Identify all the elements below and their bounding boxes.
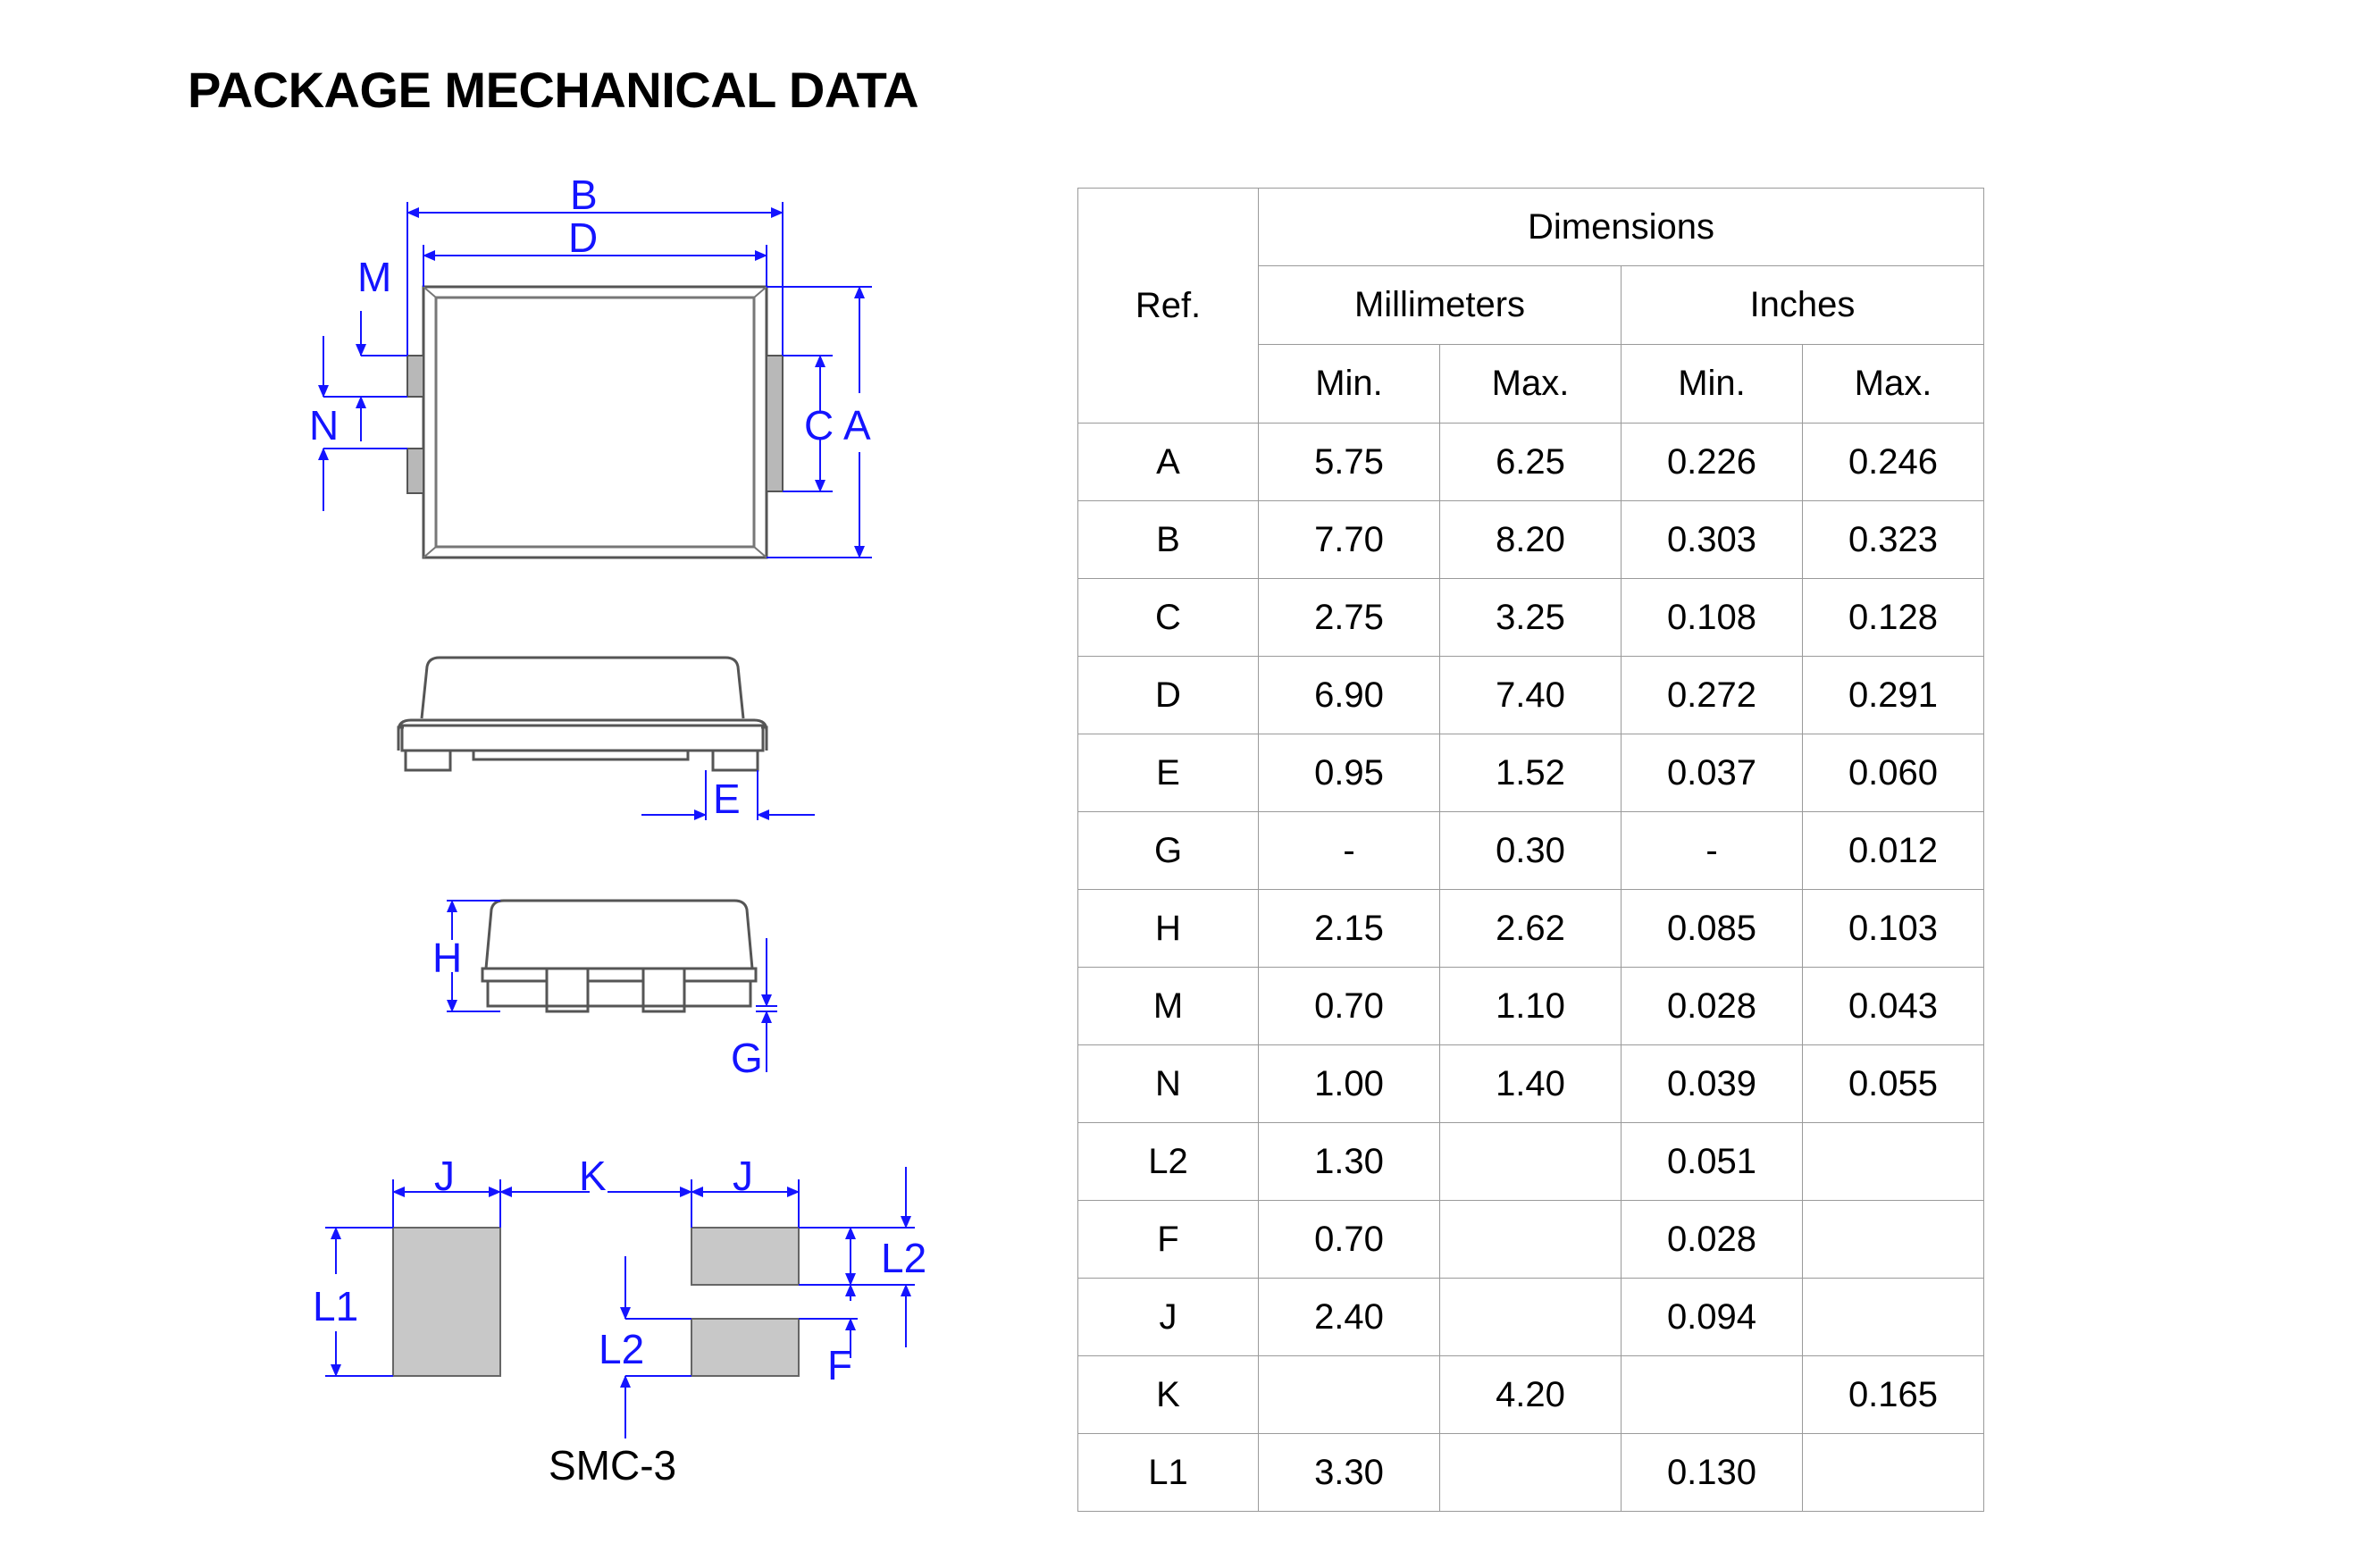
- cell-mm-min: 2.15: [1259, 890, 1440, 968]
- cell-mm-max: 1.10: [1440, 968, 1622, 1045]
- page-title: PACKAGE MECHANICAL DATA: [188, 62, 919, 118]
- table-row: [1078, 812, 1984, 890]
- cell-ref: L1: [1078, 1434, 1259, 1512]
- dim-label-c: C: [804, 402, 834, 449]
- cell-mm-min: 0.70: [1259, 968, 1440, 1045]
- table-row: [1078, 734, 1984, 812]
- cell-ref: E: [1078, 734, 1259, 812]
- cell-mm-max: 3.25: [1440, 579, 1622, 657]
- cell-mm-min: -: [1259, 812, 1440, 890]
- cell-in-max: 0.043: [1803, 968, 1984, 1045]
- table-row: [1078, 968, 1984, 1045]
- cell-in-min: [1622, 1356, 1803, 1434]
- table-row: [1078, 1123, 1984, 1201]
- cell-in-max: 0.012: [1803, 812, 1984, 890]
- body-inner: [436, 298, 754, 547]
- cell-mm-max: 2.62: [1440, 890, 1622, 968]
- cell-in-max: 0.128: [1803, 579, 1984, 657]
- cell-in-min: 0.037: [1622, 734, 1803, 812]
- cell-mm-max: [1440, 1279, 1622, 1356]
- cell-mm-max: 8.20: [1440, 501, 1622, 579]
- dim-label-k: K: [579, 1153, 607, 1199]
- cell-in-min: 0.028: [1622, 968, 1803, 1045]
- dim-label-n: N: [309, 402, 339, 449]
- footprint: [393, 1228, 799, 1376]
- pad-right-top: [691, 1228, 799, 1285]
- top-view: [407, 287, 783, 558]
- table-row: [1078, 1434, 1984, 1512]
- cell-in-max: 0.055: [1803, 1045, 1984, 1123]
- pad-left: [393, 1228, 500, 1376]
- dim-label-h: H: [432, 935, 463, 981]
- cell-in-max: [1803, 1123, 1984, 1201]
- header-ref: Ref.: [1078, 189, 1259, 424]
- cell-mm-min: 0.70: [1259, 1201, 1440, 1279]
- cell-in-max: [1803, 1201, 1984, 1279]
- cell-mm-min: 7.70: [1259, 501, 1440, 579]
- header-mm-min: Min.: [1259, 345, 1440, 424]
- cell-ref: B: [1078, 501, 1259, 579]
- dim-label-d: D: [568, 214, 599, 261]
- cell-mm-max: 1.40: [1440, 1045, 1622, 1123]
- cell-in-min: 0.028: [1622, 1201, 1803, 1279]
- header-in-min: Min.: [1622, 345, 1803, 424]
- dim-label-l2-left: L2: [599, 1326, 645, 1372]
- cell-mm-max: 0.30: [1440, 812, 1622, 890]
- cell-in-max: 0.323: [1803, 501, 1984, 579]
- cell-mm-min: 0.95: [1259, 734, 1440, 812]
- cell-mm-min: 1.00: [1259, 1045, 1440, 1123]
- cell-mm-max: [1440, 1434, 1622, 1512]
- side-view-end: [482, 901, 756, 1011]
- pad-right-bottom: [691, 1319, 799, 1376]
- table-row: [1078, 1045, 1984, 1123]
- lead-right: [767, 356, 783, 491]
- dim-label-j-right: J: [733, 1153, 753, 1199]
- header-inches: Inches: [1622, 266, 1984, 345]
- table-row: [1078, 424, 1984, 501]
- cell-mm-max: 4.20: [1440, 1356, 1622, 1434]
- cell-ref: A: [1078, 424, 1259, 501]
- cell-ref: D: [1078, 657, 1259, 734]
- cell-in-min: 0.130: [1622, 1434, 1803, 1512]
- side-view-front: [398, 658, 767, 770]
- cell-mm-min: 6.90: [1259, 657, 1440, 734]
- dim-label-a: A: [843, 402, 871, 449]
- cell-in-min: 0.272: [1622, 657, 1803, 734]
- package-name: SMC-3: [549, 1442, 677, 1489]
- cell-in-min: 0.085: [1622, 890, 1803, 968]
- cell-in-max: 0.291: [1803, 657, 1984, 734]
- header-mm-max: Max.: [1440, 345, 1622, 424]
- dimensions-table: [1077, 188, 1984, 1512]
- cell-mm-min: 2.40: [1259, 1279, 1440, 1356]
- dim-label-j-left: J: [434, 1153, 455, 1199]
- cell-mm-max: 1.52: [1440, 734, 1622, 812]
- lead-left-bottom: [407, 449, 423, 493]
- dim-label-b: B: [570, 172, 598, 218]
- header-dimensions: Dimensions: [1259, 189, 1984, 266]
- cell-ref: H: [1078, 890, 1259, 968]
- dim-label-g: G: [731, 1035, 763, 1081]
- cell-in-min: 0.108: [1622, 579, 1803, 657]
- dim-label-f: F: [827, 1342, 853, 1388]
- table-row: [1078, 657, 1984, 734]
- cell-mm-max: 7.40: [1440, 657, 1622, 734]
- cell-in-min: 0.226: [1622, 424, 1803, 501]
- cell-in-max: [1803, 1279, 1984, 1356]
- dim-label-l2-right: L2: [881, 1235, 927, 1281]
- cell-in-max: 0.246: [1803, 424, 1984, 501]
- cell-in-min: 0.094: [1622, 1279, 1803, 1356]
- cell-ref: F: [1078, 1201, 1259, 1279]
- cell-ref: J: [1078, 1279, 1259, 1356]
- cell-mm-min: 5.75: [1259, 424, 1440, 501]
- cell-ref: K: [1078, 1356, 1259, 1434]
- cell-in-max: 0.060: [1803, 734, 1984, 812]
- cell-ref: M: [1078, 968, 1259, 1045]
- table-row: [1078, 1279, 1984, 1356]
- header-in-max: Max.: [1803, 345, 1984, 424]
- cell-mm-max: 6.25: [1440, 424, 1622, 501]
- cell-in-max: [1803, 1434, 1984, 1512]
- cell-in-max: 0.165: [1803, 1356, 1984, 1434]
- cell-ref: C: [1078, 579, 1259, 657]
- cell-in-min: 0.039: [1622, 1045, 1803, 1123]
- cell-mm-min: 1.30: [1259, 1123, 1440, 1201]
- table-row: [1078, 501, 1984, 579]
- cell-ref: G: [1078, 812, 1259, 890]
- header-millimeters: Millimeters: [1259, 266, 1622, 345]
- cell-ref: N: [1078, 1045, 1259, 1123]
- cell-in-max: 0.103: [1803, 890, 1984, 968]
- cell-mm-min: [1259, 1356, 1440, 1434]
- table-row: [1078, 1201, 1984, 1279]
- cell-in-min: 0.051: [1622, 1123, 1803, 1201]
- table-row: [1078, 579, 1984, 657]
- cell-mm-min: 2.75: [1259, 579, 1440, 657]
- cell-mm-max: [1440, 1201, 1622, 1279]
- dim-label-e: E: [713, 776, 741, 822]
- package-drawing: [0, 0, 1054, 1560]
- cell-in-min: 0.303: [1622, 501, 1803, 579]
- table-row: [1078, 890, 1984, 968]
- dim-label-l1: L1: [313, 1283, 359, 1329]
- cell-ref: L2: [1078, 1123, 1259, 1201]
- dim-label-m: M: [357, 254, 392, 300]
- cell-in-min: -: [1622, 812, 1803, 890]
- table-row: [1078, 1356, 1984, 1434]
- cell-mm-max: [1440, 1123, 1622, 1201]
- lead-left-top: [407, 356, 423, 397]
- cell-mm-min: 3.30: [1259, 1434, 1440, 1512]
